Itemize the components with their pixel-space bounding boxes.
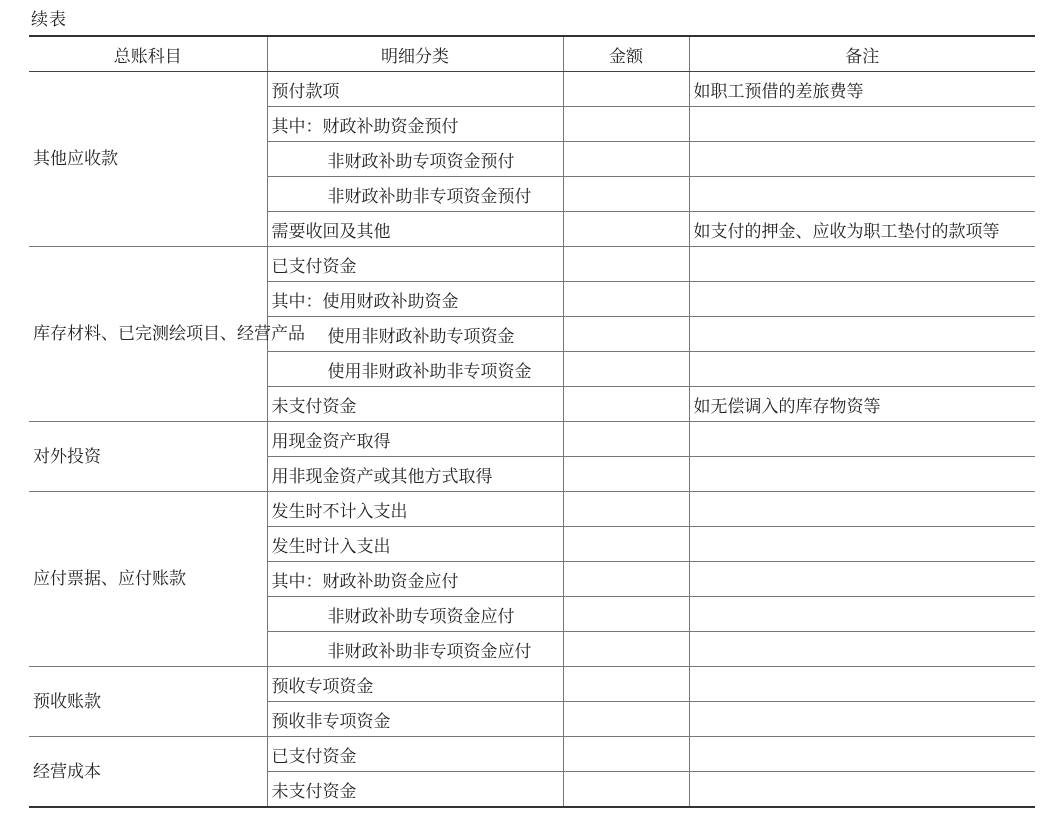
detail-cell: 其中：财政补助资金应付 (267, 562, 563, 597)
detail-cell: 用现金资产取得 (267, 422, 563, 457)
amount-cell (563, 737, 689, 772)
amount-cell (563, 107, 689, 142)
account-cell: 预收账款 (29, 667, 267, 737)
amount-cell (563, 422, 689, 457)
amount-cell (563, 702, 689, 737)
note-cell (689, 247, 1035, 282)
note-cell: 如职工预借的差旅费等 (689, 72, 1035, 107)
amount-cell (563, 177, 689, 212)
header-detail: 明细分类 (267, 36, 563, 72)
detail-cell: 预付款项 (267, 72, 563, 107)
amount-cell (563, 247, 689, 282)
note-cell (689, 352, 1035, 387)
note-cell: 如支付的押金、应收为职工垫付的款项等 (689, 212, 1035, 247)
detail-cell: 使用非财政补助非专项资金 (267, 352, 563, 387)
detail-cell: 非财政补助专项资金预付 (267, 142, 563, 177)
detail-cell: 需要收回及其他 (267, 212, 563, 247)
amount-cell (563, 492, 689, 527)
amount-cell (563, 667, 689, 702)
note-cell (689, 597, 1035, 632)
header-note: 备注 (689, 36, 1035, 72)
note-cell (689, 702, 1035, 737)
detail-cell: 未支付资金 (267, 772, 563, 808)
account-cell: 对外投资 (29, 422, 267, 492)
table-row (29, 492, 1035, 527)
table-row (29, 737, 1035, 772)
note-cell (689, 527, 1035, 562)
header-amount: 金额 (563, 36, 689, 72)
header-account: 总账科目 (29, 36, 267, 72)
detail-cell: 已支付资金 (267, 737, 563, 772)
detail-cell: 其中：使用财政补助资金 (267, 282, 563, 317)
amount-cell (563, 317, 689, 352)
account-cell: 应付票据、应付账款 (29, 492, 267, 667)
amount-cell (563, 142, 689, 177)
note-cell (689, 737, 1035, 772)
note-cell (689, 562, 1035, 597)
detail-cell: 非财政补助非专项资金应付 (267, 632, 563, 667)
detail-cell: 非财政补助专项资金应付 (267, 597, 563, 632)
note-cell (689, 142, 1035, 177)
note-cell (689, 457, 1035, 492)
ledger-table (29, 35, 1035, 808)
note-cell: 如无偿调入的库存物资等 (689, 387, 1035, 422)
table-row (29, 422, 1035, 457)
amount-cell (563, 632, 689, 667)
account-cell: 其他应收款 (29, 72, 267, 247)
table-caption: 续表 (31, 10, 67, 30)
detail-cell: 未支付资金 (267, 387, 563, 422)
table-header-row (29, 36, 1035, 72)
amount-cell (563, 352, 689, 387)
amount-cell (563, 562, 689, 597)
table-row (29, 667, 1035, 702)
account-cell: 经营成本 (29, 737, 267, 808)
detail-cell: 发生时不计入支出 (267, 492, 563, 527)
detail-cell: 预收专项资金 (267, 667, 563, 702)
detail-cell: 非财政补助非专项资金预付 (267, 177, 563, 212)
amount-cell (563, 282, 689, 317)
amount-cell (563, 457, 689, 492)
note-cell (689, 282, 1035, 317)
detail-cell: 其中：财政补助资金预付 (267, 107, 563, 142)
detail-cell: 用非现金资产或其他方式取得 (267, 457, 563, 492)
amount-cell (563, 72, 689, 107)
amount-cell (563, 772, 689, 808)
amount-cell (563, 387, 689, 422)
table-row (29, 72, 1035, 107)
note-cell (689, 772, 1035, 808)
detail-cell: 使用非财政补助专项资金 (267, 317, 563, 352)
detail-cell: 已支付资金 (267, 247, 563, 282)
note-cell (689, 632, 1035, 667)
note-cell (689, 667, 1035, 702)
note-cell (689, 317, 1035, 352)
amount-cell (563, 597, 689, 632)
note-cell (689, 422, 1035, 457)
account-cell: 库存材料、已完测绘项目、经营产品 (29, 247, 267, 422)
note-cell (689, 107, 1035, 142)
detail-cell: 发生时计入支出 (267, 527, 563, 562)
amount-cell (563, 527, 689, 562)
detail-cell: 预收非专项资金 (267, 702, 563, 737)
note-cell (689, 177, 1035, 212)
table-row (29, 247, 1035, 282)
amount-cell (563, 212, 689, 247)
note-cell (689, 492, 1035, 527)
